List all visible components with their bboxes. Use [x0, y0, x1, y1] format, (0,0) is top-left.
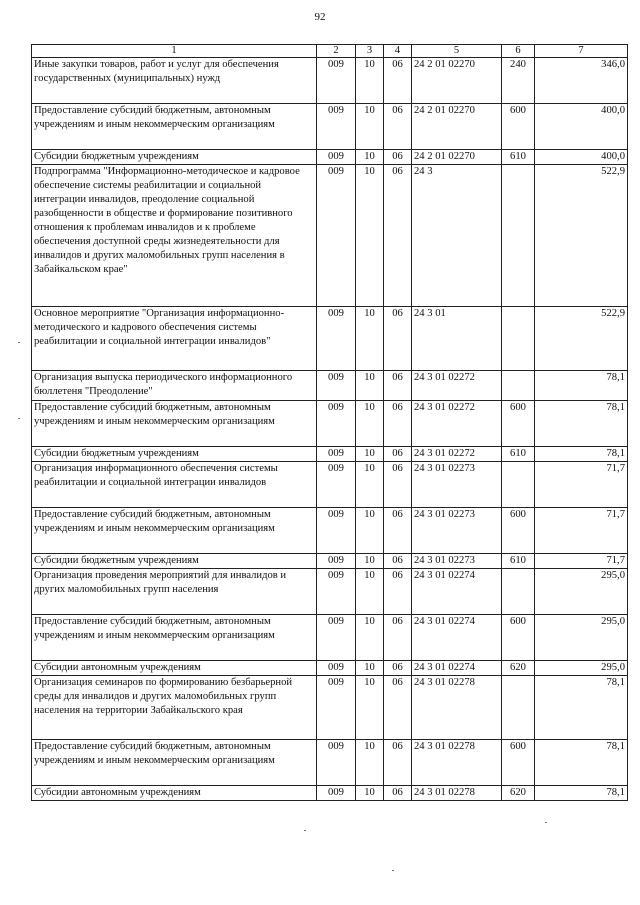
section-code-cell: 10 [356, 676, 384, 740]
table-row [32, 401, 628, 447]
target-article-cell: 24 2 01 02270 [412, 104, 502, 150]
table-row [32, 462, 628, 508]
column-header: 3 [356, 45, 384, 58]
expense-type-cell [502, 371, 535, 401]
section-code-cell: 10 [356, 401, 384, 447]
expense-name-cell: Предоставление субсидий бюджетным, автономным учреждениям и иным некоммерческим организациям [32, 615, 317, 661]
scan-speck [392, 870, 394, 871]
expense-type-cell: 600 [502, 508, 535, 554]
table-row [32, 104, 628, 150]
column-header: 1 [32, 45, 317, 58]
amount-cell: 78,1 [535, 740, 628, 786]
amount-cell: 522,9 [535, 165, 628, 307]
amount-cell: 295,0 [535, 569, 628, 615]
expense-type-cell [502, 307, 535, 371]
target-article-cell: 24 3 01 02278 [412, 740, 502, 786]
column-header: 6 [502, 45, 535, 58]
target-article-cell: 24 2 01 02270 [412, 58, 502, 104]
table-row [32, 508, 628, 554]
grbs-code-cell: 009 [317, 462, 356, 508]
table-row [32, 371, 628, 401]
section-code-cell: 10 [356, 462, 384, 508]
table-row [32, 786, 628, 801]
grbs-code-cell: 009 [317, 371, 356, 401]
amount-cell: 71,7 [535, 554, 628, 569]
expense-name-cell: Подпрограмма "Информационно-методическое и кадровое обеспечение системы реабилитации и социальной интеграции инвалидов, преодоление социальной разобщенности в обществе и формирование позитивного отношения к проблемам инвалидов и к проблеме обеспечения доступной среды жизнедеятельности для инвалидов и других маломобильных групп населения в Забайкальском крае" [32, 165, 317, 307]
scan-speck [18, 418, 20, 419]
section-code-cell: 10 [356, 371, 384, 401]
expense-name-cell: Основное мероприятие "Организация информационно-методического и кадрового обеспечения системы реабилитации и социальной интеграции инвалидов" [32, 307, 317, 371]
expense-type-cell: 600 [502, 740, 535, 786]
scan-speck [545, 822, 547, 823]
section-code-cell: 10 [356, 554, 384, 569]
expense-type-cell [502, 676, 535, 740]
grbs-code-cell: 009 [317, 447, 356, 462]
expense-name-cell: Субсидии бюджетным учреждениям [32, 447, 317, 462]
subsection-code-cell: 06 [384, 786, 412, 801]
subsection-code-cell: 06 [384, 615, 412, 661]
section-code-cell: 10 [356, 786, 384, 801]
expense-name-cell: Организация информационного обеспечения системы реабилитации и социальной интеграции инвалидов [32, 462, 317, 508]
grbs-code-cell: 009 [317, 307, 356, 371]
table-row [32, 447, 628, 462]
expense-type-cell: 610 [502, 447, 535, 462]
amount-cell: 400,0 [535, 150, 628, 165]
section-code-cell: 10 [356, 661, 384, 676]
expense-name-cell: Предоставление субсидий бюджетным, автономным учреждениям и иным некоммерческим организациям [32, 740, 317, 786]
target-article-cell: 24 3 01 02273 [412, 554, 502, 569]
grbs-code-cell: 009 [317, 786, 356, 801]
section-code-cell: 10 [356, 165, 384, 307]
amount-cell: 78,1 [535, 676, 628, 740]
subsection-code-cell: 06 [384, 462, 412, 508]
grbs-code-cell: 009 [317, 150, 356, 165]
subsection-code-cell: 06 [384, 740, 412, 786]
amount-cell: 78,1 [535, 786, 628, 801]
subsection-code-cell: 06 [384, 104, 412, 150]
column-header: 4 [384, 45, 412, 58]
table-row [32, 150, 628, 165]
section-code-cell: 10 [356, 569, 384, 615]
expense-type-cell: 610 [502, 554, 535, 569]
expense-type-cell: 610 [502, 150, 535, 165]
subsection-code-cell: 06 [384, 150, 412, 165]
target-article-cell: 24 2 01 02270 [412, 150, 502, 165]
amount-cell: 522,9 [535, 307, 628, 371]
section-code-cell: 10 [356, 150, 384, 165]
amount-cell: 71,7 [535, 462, 628, 508]
amount-cell: 295,0 [535, 661, 628, 676]
target-article-cell: 24 3 01 02274 [412, 661, 502, 676]
target-article-cell: 24 3 01 02273 [412, 462, 502, 508]
budget-table [31, 44, 628, 801]
expense-name-cell: Организация проведения мероприятий для инвалидов и других маломобильных групп населения [32, 569, 317, 615]
amount-cell: 78,1 [535, 401, 628, 447]
expense-name-cell: Предоставление субсидий бюджетным, автономным учреждениям и иным некоммерческим организациям [32, 401, 317, 447]
target-article-cell: 24 3 01 [412, 307, 502, 371]
expense-type-cell: 600 [502, 615, 535, 661]
expense-type-cell [502, 462, 535, 508]
target-article-cell: 24 3 01 02272 [412, 401, 502, 447]
target-article-cell: 24 3 01 02272 [412, 371, 502, 401]
scan-speck [304, 830, 306, 831]
expense-name-cell: Субсидии автономным учреждениям [32, 661, 317, 676]
table-row [32, 676, 628, 740]
column-header: 5 [412, 45, 502, 58]
section-code-cell: 10 [356, 104, 384, 150]
subsection-code-cell: 06 [384, 676, 412, 740]
column-header: 2 [317, 45, 356, 58]
table-row [32, 740, 628, 786]
section-code-cell: 10 [356, 740, 384, 786]
target-article-cell: 24 3 01 02274 [412, 615, 502, 661]
expense-type-cell: 240 [502, 58, 535, 104]
expense-name-cell: Субсидии бюджетным учреждениям [32, 150, 317, 165]
table-row [32, 661, 628, 676]
subsection-code-cell: 06 [384, 58, 412, 104]
subsection-code-cell: 06 [384, 554, 412, 569]
expense-type-cell: 620 [502, 786, 535, 801]
section-code-cell: 10 [356, 58, 384, 104]
table-row [32, 569, 628, 615]
target-article-cell: 24 3 01 02278 [412, 786, 502, 801]
amount-cell: 400,0 [535, 104, 628, 150]
grbs-code-cell: 009 [317, 58, 356, 104]
grbs-code-cell: 009 [317, 569, 356, 615]
target-article-cell: 24 3 01 02274 [412, 569, 502, 615]
expense-type-cell: 600 [502, 401, 535, 447]
grbs-code-cell: 009 [317, 740, 356, 786]
section-code-cell: 10 [356, 307, 384, 371]
page-number: 92 [314, 11, 326, 23]
grbs-code-cell: 009 [317, 661, 356, 676]
expense-type-cell: 620 [502, 661, 535, 676]
subsection-code-cell: 06 [384, 371, 412, 401]
expense-name-cell: Организация семинаров по формированию безбарьерной среды для инвалидов и других маломобильных групп населения на территории Забайкальского края [32, 676, 317, 740]
expense-type-cell: 600 [502, 104, 535, 150]
section-code-cell: 10 [356, 447, 384, 462]
grbs-code-cell: 009 [317, 401, 356, 447]
table-row [32, 58, 628, 104]
subsection-code-cell: 06 [384, 661, 412, 676]
target-article-cell: 24 3 01 02273 [412, 508, 502, 554]
target-article-cell: 24 3 01 02278 [412, 676, 502, 740]
target-article-cell: 24 3 [412, 165, 502, 307]
subsection-code-cell: 06 [384, 401, 412, 447]
subsection-code-cell: 06 [384, 165, 412, 307]
amount-cell: 295,0 [535, 615, 628, 661]
grbs-code-cell: 009 [317, 165, 356, 307]
amount-cell: 78,1 [535, 371, 628, 401]
table-row [32, 615, 628, 661]
expense-name-cell: Предоставление субсидий бюджетным, автономным учреждениям и иным некоммерческим организациям [32, 508, 317, 554]
amount-cell: 71,7 [535, 508, 628, 554]
amount-cell: 346,0 [535, 58, 628, 104]
expense-name-cell: Предоставление субсидий бюджетным, автономным учреждениям и иным некоммерческим организациям [32, 104, 317, 150]
expense-name-cell: Субсидии бюджетным учреждениям [32, 554, 317, 569]
scan-speck [18, 342, 20, 343]
section-code-cell: 10 [356, 508, 384, 554]
column-number-row [32, 45, 628, 58]
expense-name-cell: Субсидии автономным учреждениям [32, 786, 317, 801]
expense-name-cell: Организация выпуска периодического информационного бюллетеня "Преодоление" [32, 371, 317, 401]
subsection-code-cell: 06 [384, 569, 412, 615]
grbs-code-cell: 009 [317, 508, 356, 554]
expense-type-cell [502, 165, 535, 307]
expense-name-cell: Иные закупки товаров, работ и услуг для обеспечения государственных (муниципальных) нужд [32, 58, 317, 104]
section-code-cell: 10 [356, 615, 384, 661]
grbs-code-cell: 009 [317, 554, 356, 569]
table-row [32, 307, 628, 371]
grbs-code-cell: 009 [317, 676, 356, 740]
table-row [32, 165, 628, 307]
grbs-code-cell: 009 [317, 615, 356, 661]
amount-cell: 78,1 [535, 447, 628, 462]
subsection-code-cell: 06 [384, 307, 412, 371]
grbs-code-cell: 009 [317, 104, 356, 150]
target-article-cell: 24 3 01 02272 [412, 447, 502, 462]
table-row [32, 554, 628, 569]
subsection-code-cell: 06 [384, 508, 412, 554]
expense-type-cell [502, 569, 535, 615]
column-header: 7 [535, 45, 628, 58]
subsection-code-cell: 06 [384, 447, 412, 462]
